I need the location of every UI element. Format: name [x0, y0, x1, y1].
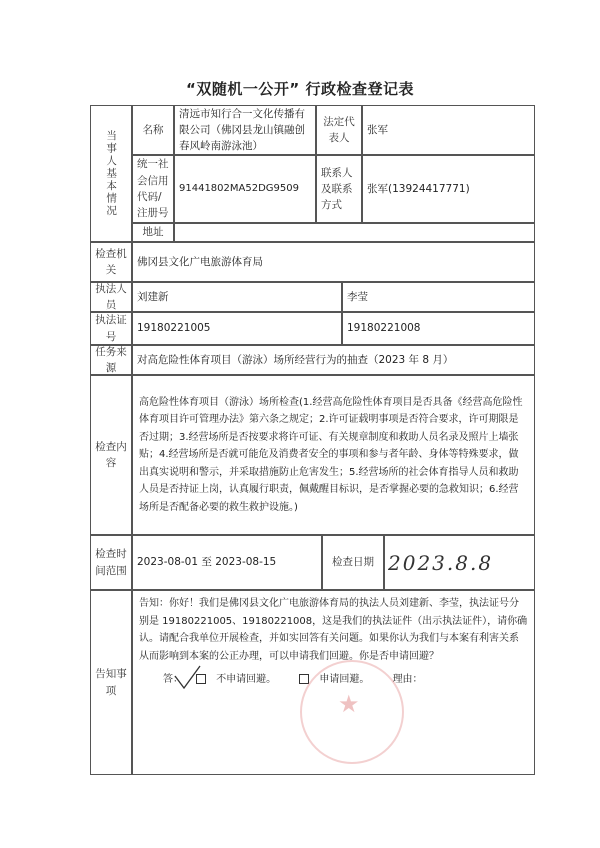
- officers-label: 执法人员: [90, 282, 132, 312]
- source-label: 任务来源: [90, 345, 132, 375]
- option-no-recusal[interactable]: 不申请回避。: [196, 674, 286, 685]
- legal-rep-label: 法定代表人: [316, 105, 362, 155]
- party-section-label: 当事人基本情况: [90, 105, 132, 242]
- option-recusal[interactable]: 申请回避。: [299, 674, 379, 685]
- notice-label: 告知事项: [90, 590, 132, 775]
- legal-rep-value: 张军: [362, 105, 535, 155]
- form-title: “双随机一公开” 行政检查登记表: [186, 80, 414, 98]
- notice-text: 告知：你好！我们是佛冈县文化广电旅游体育局的执法人员刘建新、李莹，执法证号分别是 19180221005、19180221008，这是我们的执法证件（出示执法证件），请你确认。请配合我单位开展检查，并如实回答有关问题。如果你认为我们与本案有利害关系从而影响到本案的公正办理，可以申请我们回避。你是否申请回避？: [139, 598, 528, 662]
- inspection-date-label: 检查日期: [322, 535, 384, 590]
- cert-2: 19180221008: [342, 312, 535, 345]
- contact-value: 张军(13924417771): [362, 155, 535, 223]
- period-label: 检查时间范围: [90, 535, 132, 590]
- answer-label: 答：: [163, 674, 183, 685]
- period-end: 2023-08-15: [215, 556, 277, 569]
- credit-code-label: 统一社会信用代码/注册号: [132, 155, 174, 223]
- checkmark-icon: [172, 662, 202, 692]
- officer-1: 刘建新: [132, 282, 342, 312]
- period-sep: 至: [201, 556, 212, 569]
- address-value: [174, 223, 535, 242]
- content-label: 检查内容: [90, 375, 132, 535]
- source-value: 对高危险性体育项目（游泳）场所经营行为的抽查（2023 年 8 月）: [132, 345, 535, 375]
- address-label: 地址: [132, 223, 174, 242]
- period-start: 2023-08-01: [137, 556, 199, 569]
- agency-value: 佛冈县文化广电旅游体育局: [132, 242, 535, 282]
- inspection-form-table: [90, 105, 535, 775]
- name-value: 清远市知行合一文化传播有限公司（佛冈县龙山镇融创春风岭南游泳池）: [174, 105, 316, 155]
- agency-label: 检查机关: [90, 242, 132, 282]
- seal-star-icon: ★: [338, 690, 360, 718]
- reason-label: 理由：: [392, 674, 423, 685]
- contact-label: 联系人及联系方式: [316, 155, 362, 223]
- cert-1: 19180221005: [132, 312, 342, 345]
- officer-2: 李莹: [342, 282, 535, 312]
- name-label: 名称: [132, 105, 174, 155]
- period-range: [132, 535, 322, 590]
- certs-label: 执法证号: [90, 312, 132, 345]
- credit-code-value: 91441802MA52DG9509: [174, 155, 316, 223]
- handwritten-date: 2023.8.8: [388, 551, 494, 575]
- content-value: 高危险性体育项目（游泳）场所检查(1.经营高危险性体育项目是否具备《经营高危险性体育项目许可管理办法》第六条之规定；2.许可证载明事项是否符合要求，许可期限是否过期；3.经营场所是否按要求将许可证、有关规章制度和救助人员名录及照片上墙张贴；4.经营场所是否就可能危及消费者安全的事项和参与者年龄、身体等特殊要求，做出真实说明和警示，并采取措施防止危害发生；5.经营场所的社会体育指导人员和救助人员是否持证上岗，认真履行职责，佩戴醒目标识，是否掌握必要的急救知识；6.经营场所是否配备必要的救生救护设施。): [132, 375, 535, 535]
